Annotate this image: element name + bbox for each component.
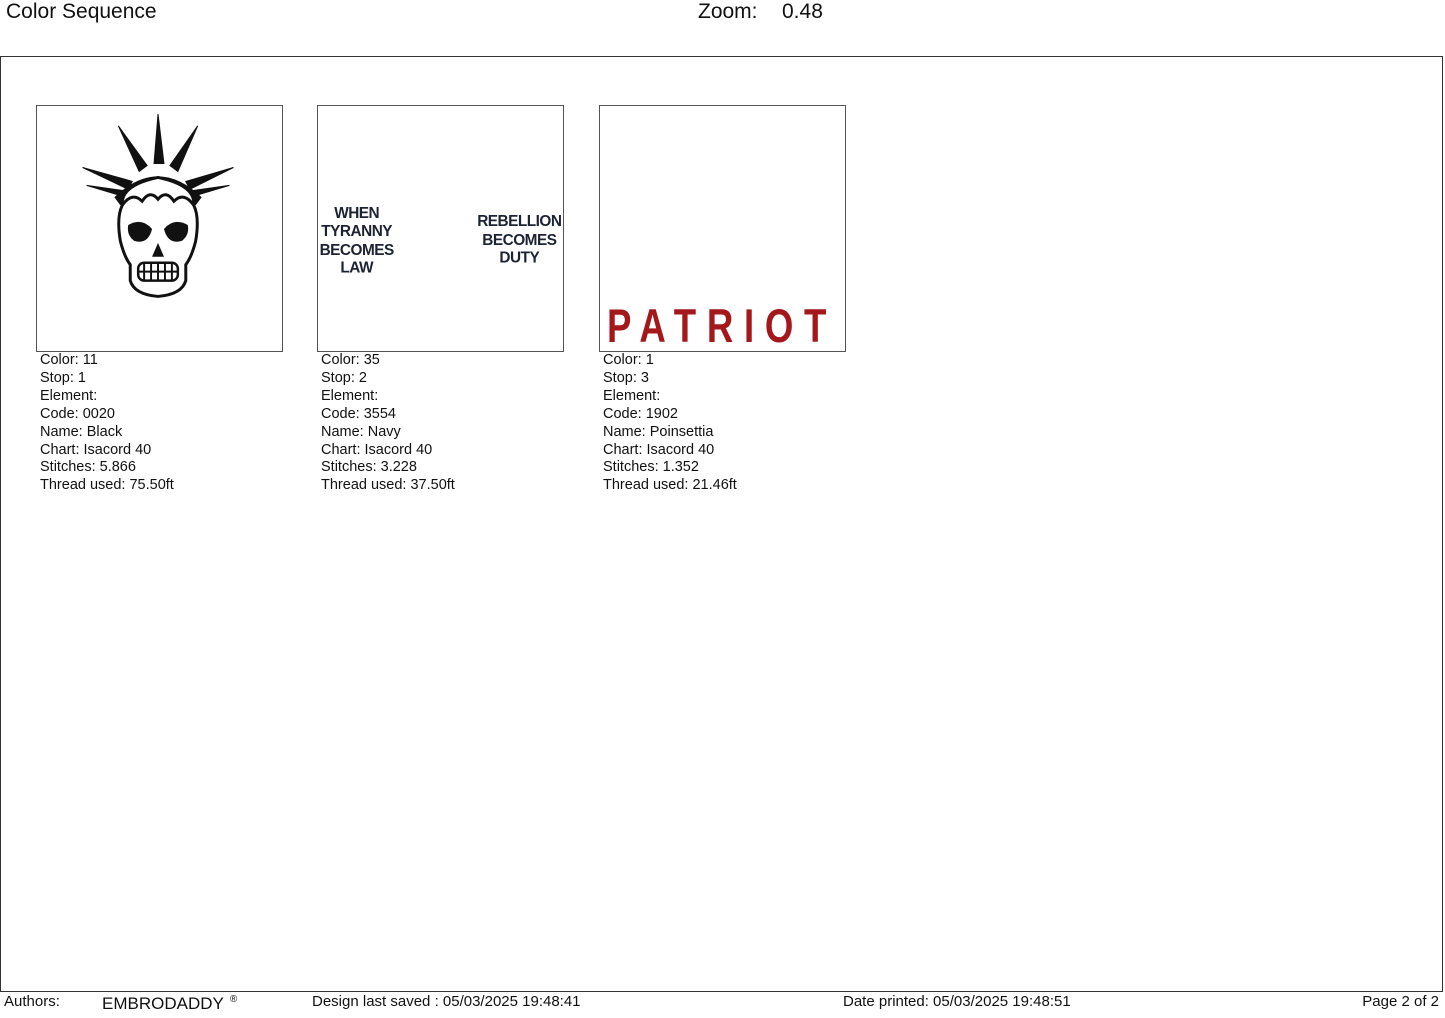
stitch-count: Stitches: 5.866	[40, 459, 136, 476]
zoom-label: Zoom:	[698, 0, 758, 23]
slogan-left-line-1: WHEN	[334, 205, 380, 223]
element-label: Element:	[321, 387, 379, 404]
thread-chart: Chart: Isacord 40	[40, 441, 152, 458]
stitch-count: Stitches: 1.352	[603, 459, 699, 476]
thread-name: Name: Black	[40, 423, 123, 440]
date-printed: Date printed: 05/03/2025 19:48:51	[843, 993, 1071, 1010]
color-number: Color: 1	[603, 352, 654, 368]
page-number: Page 2 of 2	[1362, 993, 1439, 1010]
slogan-left-line-4: LAW	[340, 259, 374, 277]
slogan-right-line-2: BECOMES	[482, 231, 557, 249]
stop-number: Stop: 3	[603, 369, 649, 386]
color-swatch-navy	[317, 105, 564, 352]
element-label: Element:	[40, 387, 98, 404]
color-swatch-poinsettia	[599, 105, 846, 352]
authors-label: Authors:	[4, 993, 60, 1010]
page-title: Color Sequence	[6, 0, 157, 23]
thread-used: Thread used: 37.50ft	[321, 477, 455, 494]
registered-mark: ®	[229, 994, 238, 1006]
liberty-skull-image	[37, 106, 282, 351]
slogan-text-image	[318, 106, 563, 351]
swatch-info-3	[603, 352, 737, 495]
thread-code: Code: 1902	[603, 405, 678, 422]
slogan-left-line-2: TYRANNY	[321, 222, 393, 240]
author-name	[102, 994, 237, 1014]
thread-code: Code: 3554	[321, 405, 396, 422]
patriot-text: PATRIOT	[606, 300, 838, 354]
patriot-text-image	[600, 106, 845, 354]
element-label: Element:	[603, 387, 661, 404]
thread-chart: Chart: Isacord 40	[603, 441, 715, 458]
slogan-right-line-3: DUTY	[499, 249, 540, 267]
thread-used: Thread used: 75.50ft	[40, 477, 174, 494]
thread-used: Thread used: 21.46ft	[603, 477, 737, 494]
color-number: Color: 11	[40, 352, 98, 368]
stitch-count: Stitches: 3.228	[321, 459, 417, 476]
author-text: EMBRODADDY	[102, 994, 224, 1013]
swatch-info-2	[321, 352, 455, 495]
swatch-info-1	[40, 352, 174, 495]
thread-code: Code: 0020	[40, 405, 115, 422]
slogan-right-line-1: REBELLION	[477, 213, 562, 231]
zoom-value: 0.48	[782, 0, 823, 23]
design-last-saved: Design last saved : 05/03/2025 19:48:41	[312, 993, 581, 1010]
color-swatch-black	[36, 105, 283, 352]
stop-number: Stop: 2	[321, 369, 367, 386]
color-number: Color: 35	[321, 352, 380, 368]
stop-number: Stop: 1	[40, 369, 86, 386]
thread-chart: Chart: Isacord 40	[321, 441, 433, 458]
slogan-left-line-3: BECOMES	[319, 241, 394, 259]
thread-name: Name: Navy	[321, 423, 401, 440]
thread-name: Name: Poinsettia	[603, 423, 714, 440]
